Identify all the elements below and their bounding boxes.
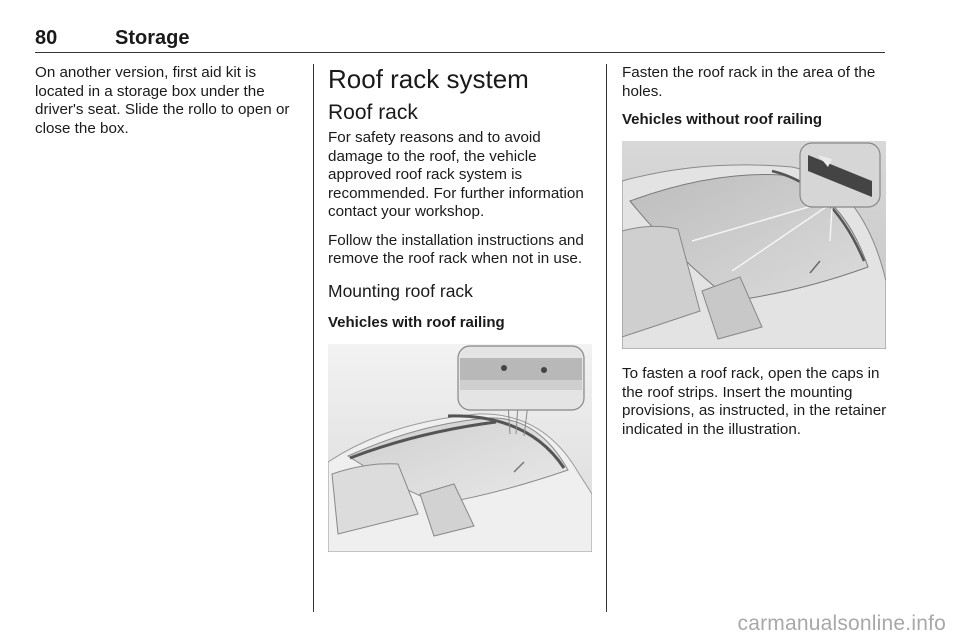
roof-strip-illustration xyxy=(622,141,886,349)
roof-rack-system-title: Roof rack system xyxy=(328,64,529,94)
page-number: 80 xyxy=(35,27,58,49)
mounting-heading: Mounting roof rack xyxy=(328,280,473,301)
car-roof-strip-drawing xyxy=(622,141,886,349)
roof-rack-subtitle: Roof rack xyxy=(328,101,418,124)
first-aid-paragraph: On another version, first aid kit is located in a storage box under the driver's seat. Slide the rollo to open or close the box. xyxy=(35,64,290,137)
column-divider-2 xyxy=(606,64,607,612)
column-divider-1 xyxy=(313,64,314,612)
car-roof-railing-drawing xyxy=(328,344,592,552)
fasten-paragraph: Fasten the roof rack in the area of the holes. xyxy=(622,64,876,100)
installation-paragraph: Follow the installation instructions and remove the roof rack when not in use. xyxy=(328,231,584,267)
fasten-instructions-paragraph: To fasten a roof rack, open the caps in the roof strips. Insert the mounting provisions, as instructed, in the retainer indicated in the illustration. xyxy=(622,365,887,438)
column-1 xyxy=(35,64,300,148)
column-2 xyxy=(328,64,594,552)
with-railing-heading: Vehicles with roof railing xyxy=(328,313,505,331)
safety-paragraph: For safety reasons and to avoid damage to the roof, the vehicle approved roof rack system is recommended. For further information contact your workshop. xyxy=(328,129,584,220)
watermark: carmanualsonline.info xyxy=(737,612,946,635)
without-railing-heading: Vehicles without roof railing xyxy=(622,111,823,128)
column-3 xyxy=(622,64,888,449)
page-header xyxy=(35,26,885,53)
roof-railing-illustration xyxy=(328,344,592,552)
section-title: Storage xyxy=(115,27,190,49)
